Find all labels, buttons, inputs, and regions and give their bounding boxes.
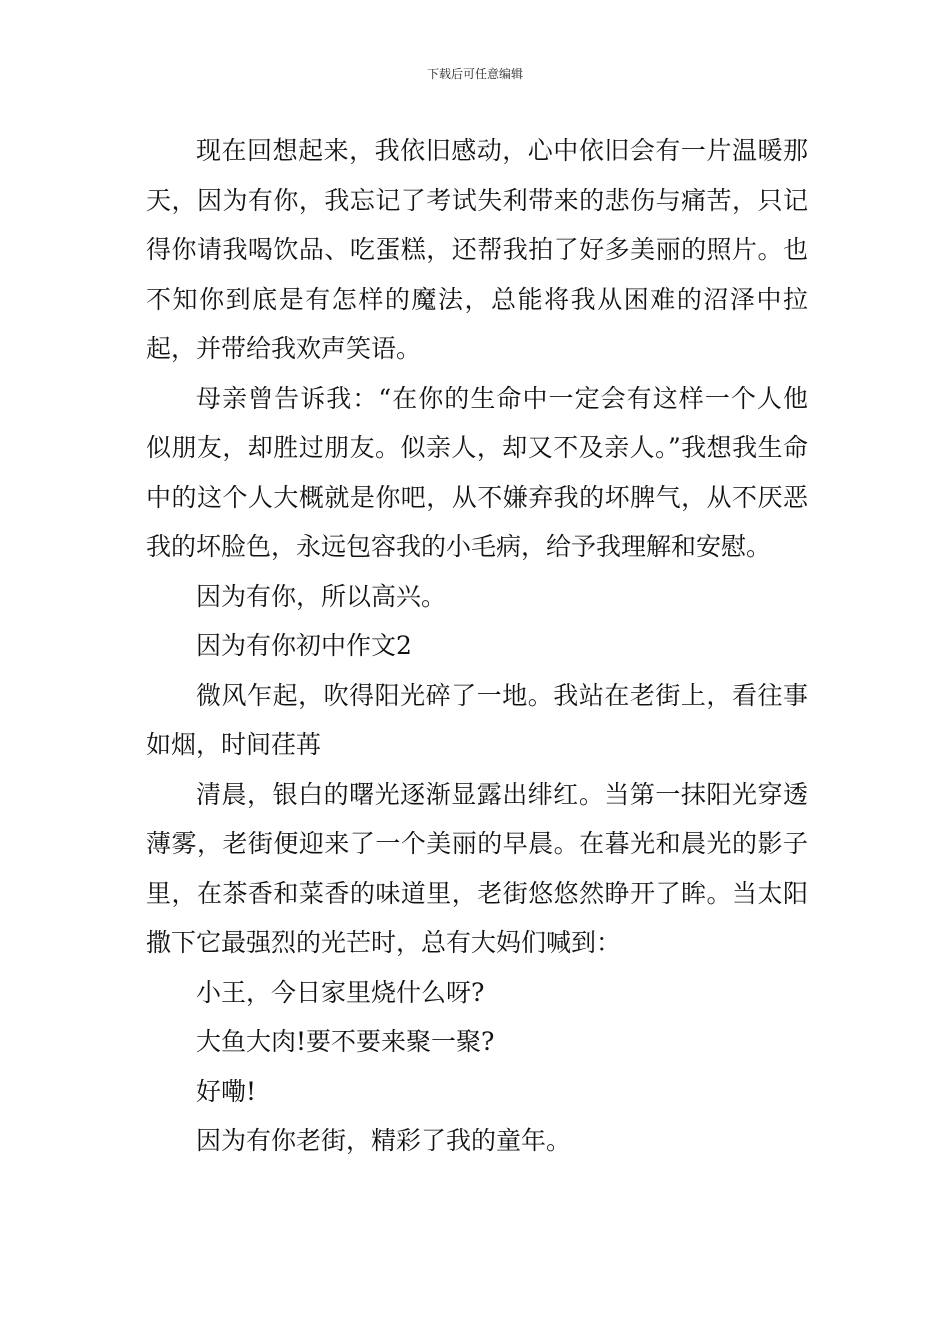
page-header: 下载后可任意编辑 [426,67,523,81]
paragraph-5: 微风乍起，吹得阳光碎了一地。我站在老街上，看往事如烟，时间荏苒 [146,680,808,759]
dialogue-line-1: 小王，今日家里烧什么呀? [196,977,485,1007]
document-body [146,126,808,1166]
dialogue-line-3: 好嘞! [196,1076,257,1106]
dialogue-line-2: 大鱼大肉!要不要来聚一聚? [196,1027,495,1056]
paragraph-2: 母亲曾告诉我：“在你的生命中一定会有这样一个人他似朋友，却胜过朋友。似亲人，却又不及亲人。”我想我生命中的这个人大概就是你吧，从不嫌弃我的坏脾气，从不厌恶我的坏脸色，永远包容我的小毛病，给予我理解和安慰。 [146,383,808,561]
paragraph-1: 现在回想起来，我依旧感动，心中依旧会有一片温暖那天，因为有你，我忘记了考试失利带来的悲伤与痛苦，只记得你请我喝饮品、吃蛋糕，还帮我拍了好多美丽的照片。也不知你到底是有怎样的魔法，总能将我从困难的沼泽中拉起，并带给我欢声笑语。 [146,136,808,363]
paragraph-6: 清晨，银白的曙光逐渐显露出绯红。当第一抹阳光穿透薄雾，老街便迎来了一个美丽的早晨。在暮光和晨光的影子里，在茶香和菜香的味道里，老街悠悠然睁开了眸。当太阳撒下它最强烈的光芒时，总有大妈们喊到： [146,779,808,957]
paragraph-10: 因为有你老街，精彩了我的童年。 [196,1126,572,1155]
paragraph-3: 因为有你，所以高兴。 [196,581,447,611]
section-title: 因为有你初中作文2 [196,631,412,660]
